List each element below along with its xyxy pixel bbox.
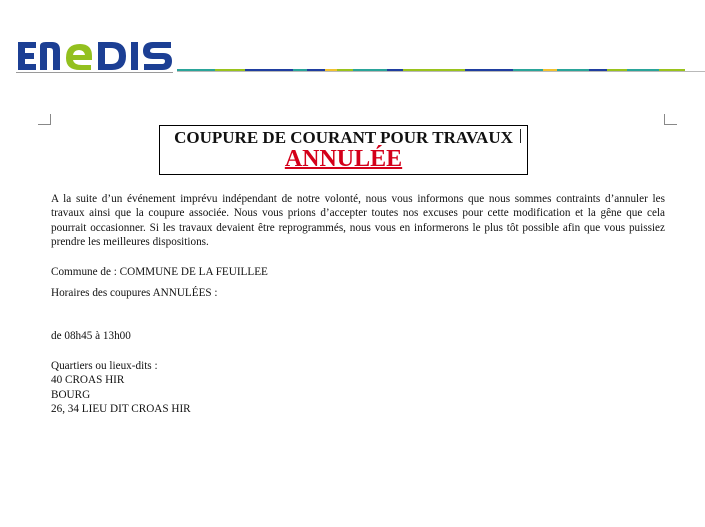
place-item: 26, 34 LIEU DIT CROAS HIR [51,403,191,416]
place-item: BOURG [51,388,91,401]
page-corner-mark-left [38,114,51,125]
place-item: 40 CROAS HIR [51,374,125,387]
logo-underline [16,72,173,73]
enedis-logo [16,38,174,74]
notice-paragraph: A la suite d’un événement imprévu indépendant de notre volonté, nous vous informons que nous sommes contraints d’annuler les travaux ainsi que la coupure associée. Nous vous prions d’accepter toutes nos excuses pour cette modification et la gêne que cela pourrait occasionner. Si les travaux devaient être reprogrammés, nous vous en informerons le plus tôt possible afin que vous puissiez prendre les meilleures dispositions. [51,193,665,249]
commune-line: Commune de : COMMUNE DE LA FEUILLEE [51,265,268,278]
title-cancelled: ANNULÉE [284,146,403,172]
header-bar-underline [177,71,705,72]
places-heading: Quartiers ou lieux-dits : [51,359,158,372]
title-heading: COUPURE DE COURANT POUR TRAVAUX [174,128,513,147]
notice-content [51,192,665,416]
title-box [159,125,528,175]
schedule-heading: Horaires des coupures ANNULÉES : [51,287,218,300]
page-corner-mark-right [664,114,677,125]
time-range: de 08h45 à 13h00 [51,330,131,343]
text-cursor [520,129,521,143]
